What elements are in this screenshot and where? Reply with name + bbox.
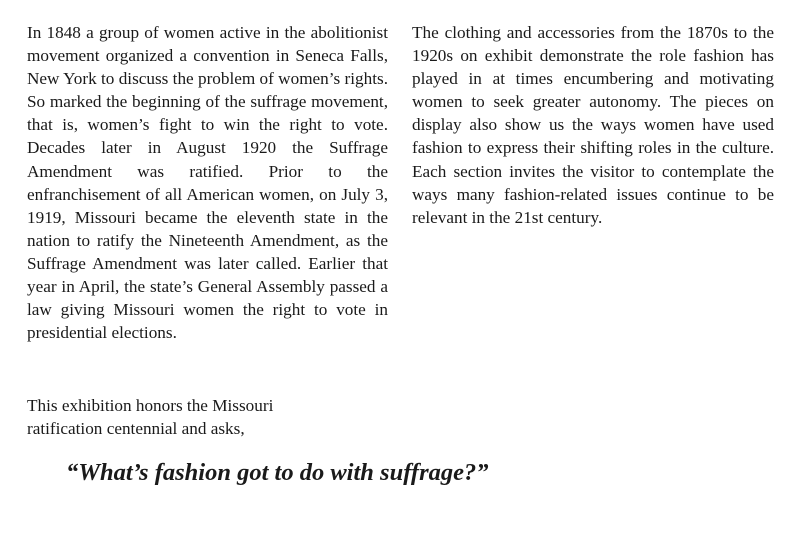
closing-statement: This exhibition honors the Missouri ratification centennial and asks, bbox=[27, 396, 274, 439]
intro-paragraph: In 1848 a group of women active in the abolitionist movement organized a convention in Seneca Falls, New York to discuss the problem of women’s rights. So marked the beginning of the suffrage movement, that is, women’s fight to win the right to vote. Decades later in August 1920 the Suffrage Amendment was ratified. Prior to the enfranchisement of all American women, on July 3, 1919, Missouri became the eleventh state in the nation to ratify the Nineteenth Amendment, as the Suffrage Amendment was later called. Earlier that year in April, the state’s General Assembly passed a law giving Missouri women the right to vote in presidential elections. bbox=[27, 23, 388, 343]
exhibit-paragraph: The clothing and accessories from the 1870s to the 1920s on exhibit demonstrate the role fashion has played in at times encumbering and motivating women to seek greater autonomy. The pieces on display also show us the ways women have used fashion to express their shifting roles in the culture. Each section invites the visitor to contemplate the ways many fashion-related issues continue to be relevant in the 21st century. bbox=[412, 23, 774, 227]
right-column bbox=[412, 21, 774, 229]
headline-question: “What’s fashion got to do with suffrage?” bbox=[66, 459, 489, 486]
left-column bbox=[27, 21, 388, 344]
